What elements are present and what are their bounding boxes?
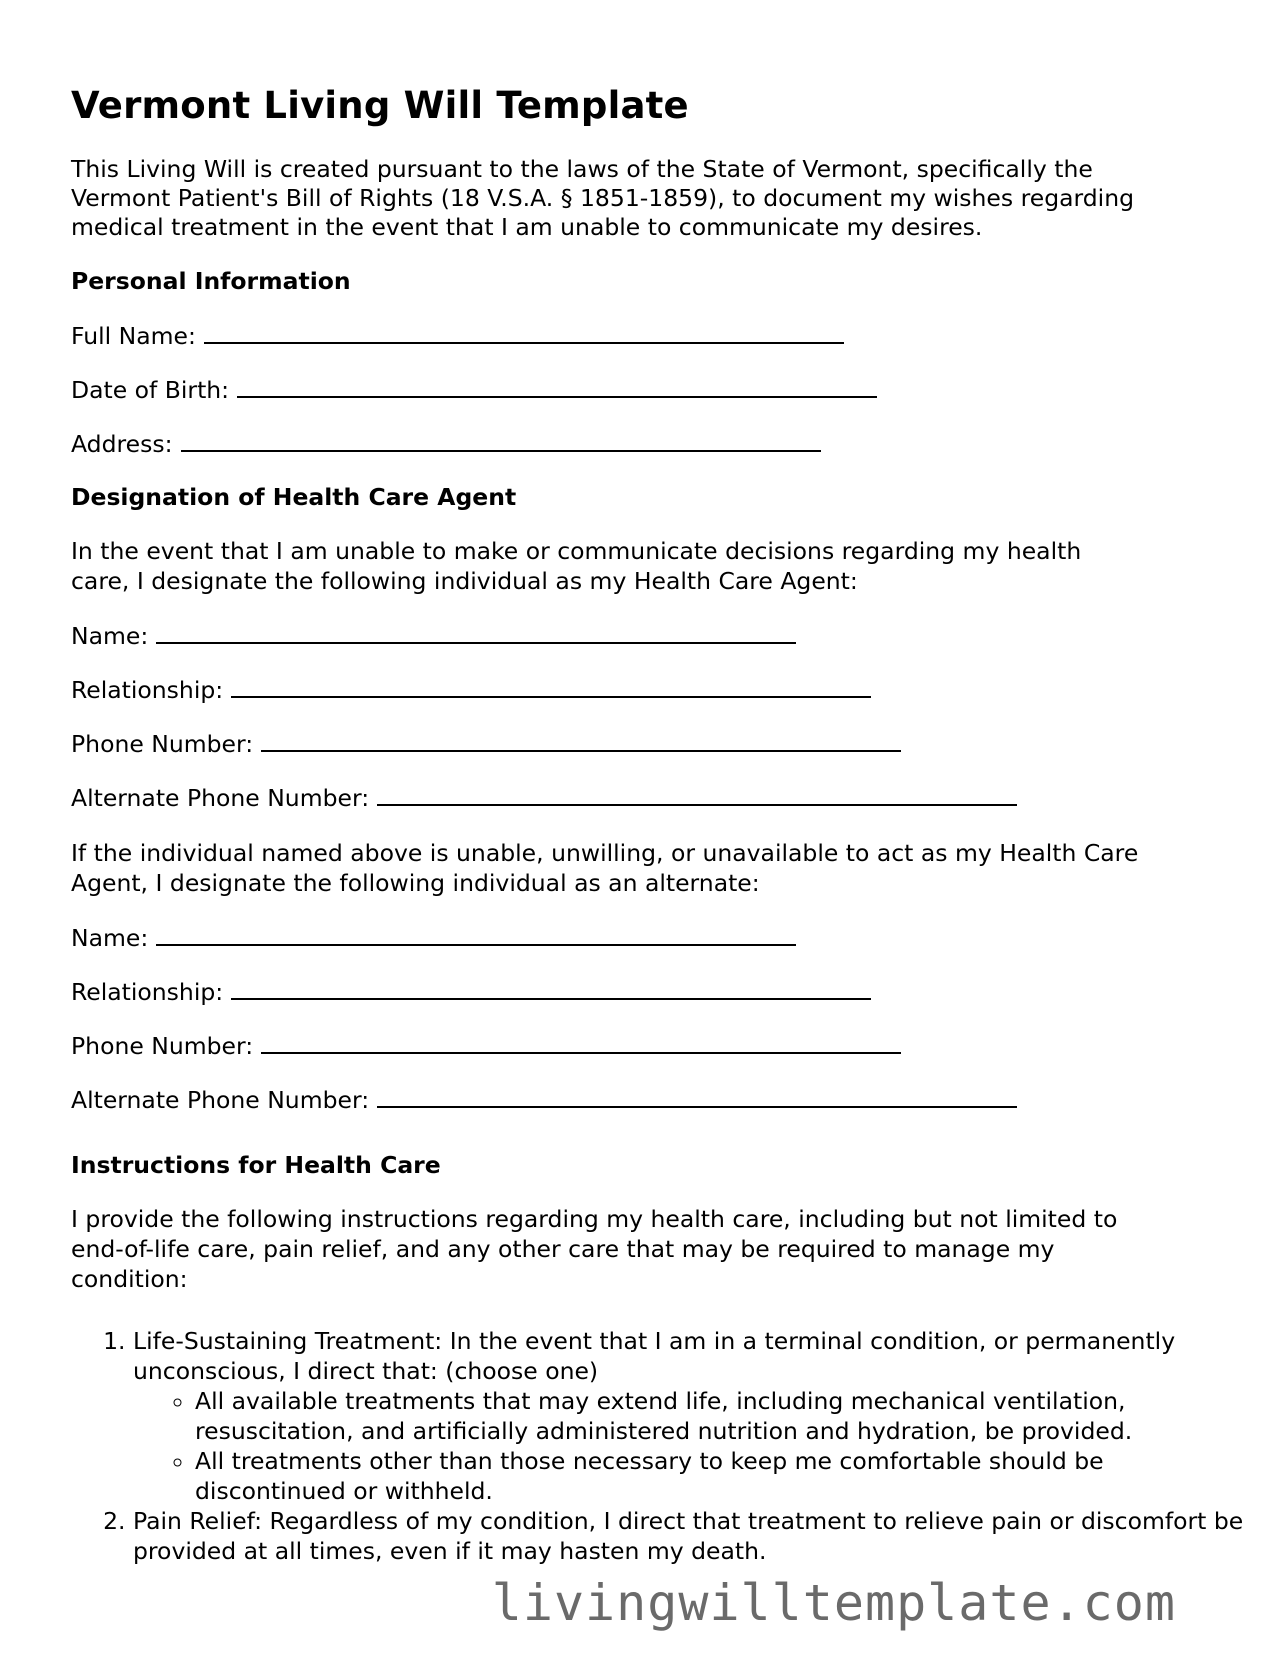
agent-name-field (71, 620, 796, 651)
agent-para-line-1: In the event that I am unable to make or communicate decisions regarding my health (71, 537, 1082, 565)
alternate-phone-field (71, 1030, 901, 1061)
alternate-name-blank[interactable] (156, 922, 796, 946)
instruction-item-pain-relief: 2. Pain Relief: Regardless of my condition, I direct that treatment to relieve pain or discomfort be provided at all times, even if it may hasten my death. (133, 1506, 1253, 1566)
full-name-label: Full Name: (71, 322, 196, 350)
instructions-para-line-3: condition: (71, 1265, 188, 1293)
intro-line-2: Vermont Patient's Bill of Rights (18 V.S.A. § 1851-1859), to document my wishes regarding (71, 184, 1135, 212)
alternate-relationship-label: Relationship: (71, 978, 224, 1006)
dob-field (71, 374, 877, 405)
agent-heading: Designation of Health Care Agent (71, 483, 517, 511)
alternate-alt-phone-label: Alternate Phone Number: (71, 1086, 370, 1114)
alternate-phone-blank[interactable] (261, 1030, 901, 1054)
instructions-para-line-2: end-of-life care, pain relief, and any other care that may be required to manage my (71, 1235, 1055, 1263)
instructions-heading: Instructions for Health Care (71, 1151, 441, 1179)
agent-alt-phone-label: Alternate Phone Number: (71, 784, 370, 812)
full-name-blank[interactable] (204, 320, 844, 344)
intro-line-1: This Living Will is created pursuant to the laws of the State of Vermont, specifically the (71, 155, 1093, 183)
alternate-alt-phone-blank[interactable] (377, 1084, 1017, 1108)
instructions-list (71, 1326, 1253, 1566)
instruction-item-1-text: Life-Sustaining Treatment: In the event that I am in a terminal condition, or permanently unconscious, I direct that: (choose one) (133, 1327, 1176, 1385)
alternate-alt-phone-field (71, 1084, 1017, 1115)
agent-name-blank[interactable] (156, 620, 796, 644)
agent-phone-label: Phone Number: (71, 730, 254, 758)
alternate-para-line-2: Agent, I designate the following individual as an alternate: (71, 869, 760, 897)
alternate-para-line-1: If the individual named above is unable, unwilling, or unavailable to act as my Health Care (71, 839, 1139, 867)
watermark-text: livingwilltemplate.com (491, 1574, 1176, 1632)
page-title: Vermont Living Will Template (71, 84, 689, 127)
address-blank[interactable] (181, 428, 821, 452)
alternate-relationship-field (71, 976, 871, 1007)
agent-relationship-label: Relationship: (71, 676, 224, 704)
alternate-name-field (71, 922, 796, 953)
agent-phone-blank[interactable] (261, 728, 901, 752)
address-label: Address: (71, 430, 173, 458)
intro-line-3: medical treatment in the event that I am unable to communicate my desires. (71, 213, 983, 241)
alternate-relationship-blank[interactable] (231, 976, 871, 1000)
personal-info-heading: Personal Information (71, 267, 351, 295)
alternate-name-label: Name: (71, 924, 149, 952)
option-all-treatments[interactable]: ◦ All available treatments that may extend life, including mechanical ventilation, resuscitation, and artificially administered nutrition and hydration, be provided. (195, 1386, 1253, 1446)
agent-phone-field (71, 728, 901, 759)
agent-relationship-field (71, 674, 871, 705)
address-field (71, 428, 821, 459)
dob-blank[interactable] (237, 374, 877, 398)
dob-label: Date of Birth: (71, 376, 230, 404)
option-comfort-only[interactable]: ◦ All treatments other than those necessary to keep me comfortable should be discontinued or withheld. (195, 1446, 1253, 1506)
agent-relationship-blank[interactable] (231, 674, 871, 698)
agent-para-line-2: care, I designate the following individual as my Health Care Agent: (71, 567, 858, 595)
instruction-item-life-sustaining (133, 1326, 1253, 1506)
instructions-para-line-1: I provide the following instructions regarding my health care, including but not limited to (71, 1205, 1118, 1233)
agent-name-label: Name: (71, 622, 149, 650)
full-name-field (71, 320, 844, 351)
life-sustaining-options (133, 1386, 1253, 1506)
agent-alt-phone-field (71, 782, 1017, 813)
agent-alt-phone-blank[interactable] (377, 782, 1017, 806)
alternate-phone-label: Phone Number: (71, 1032, 254, 1060)
